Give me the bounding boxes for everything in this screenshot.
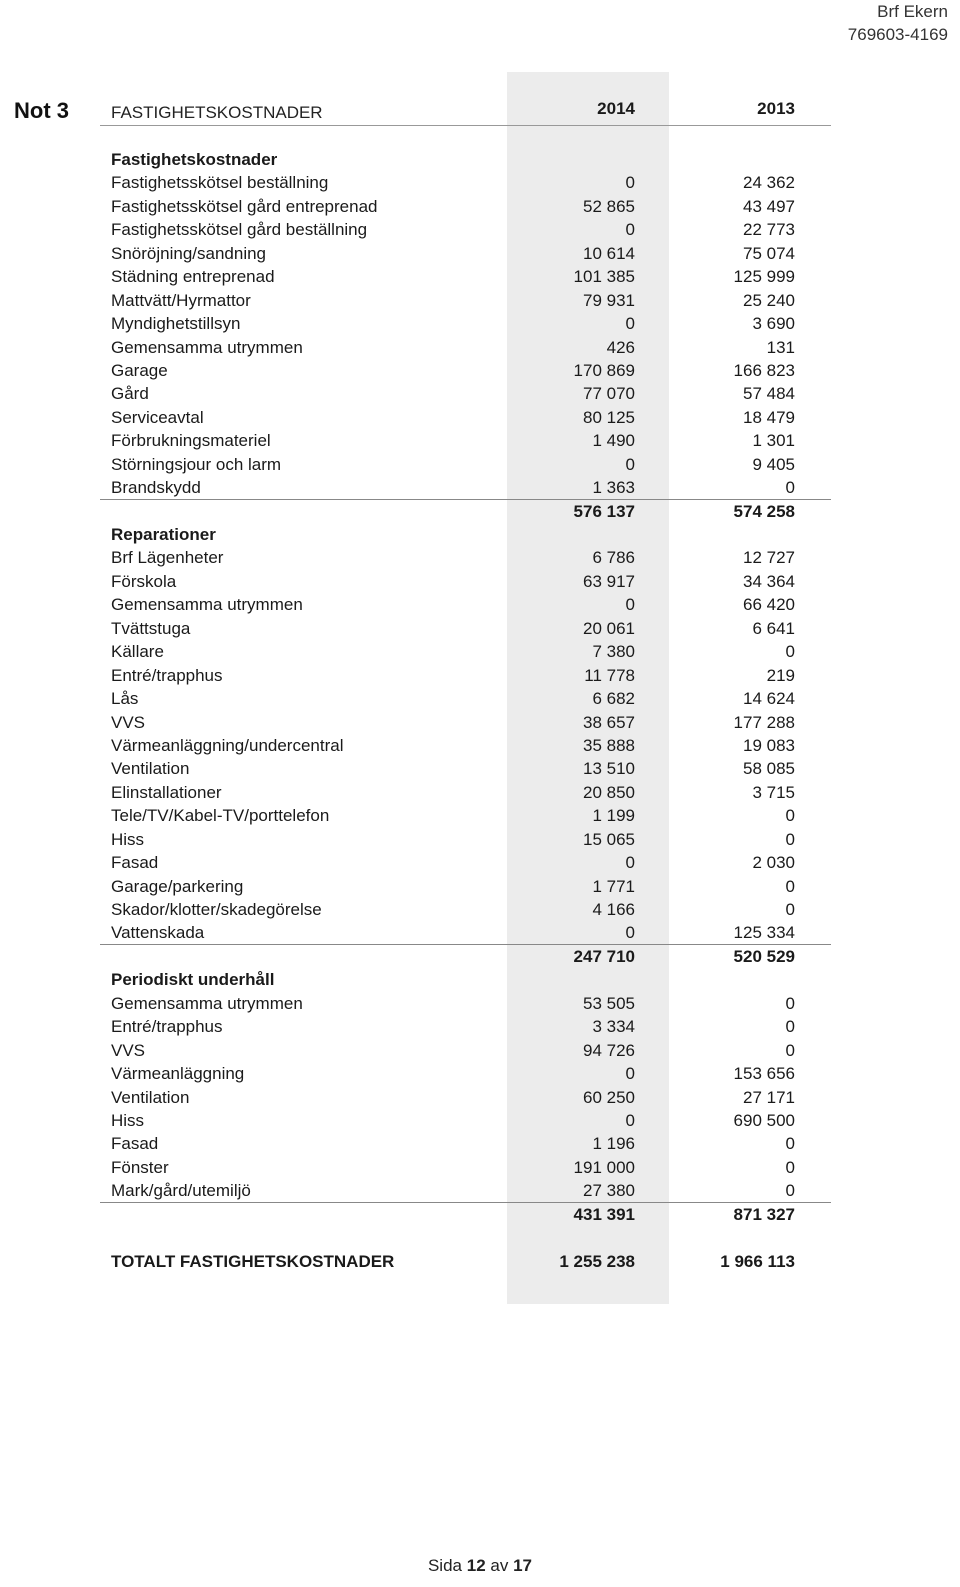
table-row — [0, 640, 960, 663]
table-row — [0, 546, 960, 569]
subtotal-value-2013: 520 529 — [733, 946, 795, 966]
row-value-2014: 60 250 — [583, 1087, 635, 1107]
table-row — [0, 218, 960, 241]
row-label: Lås — [111, 689, 139, 709]
table-row — [0, 851, 960, 874]
table-row — [0, 804, 960, 827]
row-value-2014: 1 771 — [592, 876, 635, 896]
footer-page-number: 12 — [466, 1556, 486, 1575]
table-row — [0, 1062, 960, 1085]
row-label: Tele/TV/Kabel-TV/porttelefon — [111, 806, 330, 826]
row-label: Elinstallationer — [111, 782, 222, 802]
row-label: Gemensamma utrymmen — [111, 337, 303, 357]
row-value-2014: 15 065 — [583, 829, 635, 849]
row-value-2014: 13 510 — [583, 759, 635, 779]
row-value-2014: 0 — [625, 314, 635, 334]
row-label: Snöröjning/sandning — [111, 243, 267, 263]
footer-middle: av — [490, 1556, 509, 1575]
row-label: Mattvätt/Hyrmattor — [111, 290, 251, 310]
row-label: Vattenskada — [111, 923, 205, 943]
row-value-2014: 20 850 — [583, 782, 635, 802]
table-row — [0, 1039, 960, 1062]
row-label: Förbrukningsmateriel — [111, 431, 271, 451]
row-value-2014: 4 166 — [592, 900, 635, 919]
row-value-2013: 57 484 — [743, 384, 795, 404]
row-value-2014: 0 — [625, 853, 635, 873]
row-label: Garage/parkering — [111, 876, 244, 896]
row-value-2014: 80 125 — [583, 407, 635, 427]
row-value-2014: 0 — [625, 454, 635, 474]
grand-total-label: TOTALT FASTIGHETSKOSTNADER — [111, 1251, 395, 1271]
table-row — [0, 617, 960, 640]
table-row — [0, 382, 960, 405]
row-label: Entré/trapphus — [111, 1017, 223, 1037]
row-value-2013: 153 656 — [733, 1064, 795, 1084]
row-value-2014: 191 000 — [573, 1157, 635, 1177]
row-value-2013: 27 171 — [743, 1087, 795, 1107]
row-value-2014: 426 — [606, 337, 635, 357]
subtotal-row — [0, 945, 960, 968]
table-row — [0, 593, 960, 616]
note-title: FASTIGHETSKOSTNADER — [111, 103, 323, 122]
table-row — [0, 242, 960, 265]
row-value-2014: 101 385 — [573, 267, 635, 287]
table-row — [0, 898, 960, 921]
row-value-2013: 0 — [785, 993, 795, 1013]
row-value-2014: 170 869 — [573, 360, 635, 380]
row-value-2013: 22 773 — [743, 220, 795, 240]
section-heading — [0, 148, 960, 171]
table-row — [0, 1179, 960, 1202]
table-row — [0, 921, 960, 944]
row-value-2013: 75 074 — [743, 243, 795, 263]
subtotal-value-2013: 871 327 — [733, 1204, 795, 1224]
row-label: Myndighetstillsyn — [111, 314, 241, 334]
row-value-2014: 1 363 — [592, 478, 635, 498]
row-value-2013: 12 727 — [743, 548, 795, 568]
table-row — [0, 336, 960, 359]
grand-total-value-2013: 1 966 113 — [720, 1251, 795, 1271]
row-value-2013: 0 — [785, 829, 795, 849]
table-row — [0, 289, 960, 312]
row-value-2013: 177 288 — [733, 712, 795, 732]
section-heading-label: Periodiskt underhåll — [111, 970, 275, 990]
row-value-2014: 20 061 — [583, 618, 635, 638]
row-value-2013: 0 — [785, 1157, 795, 1177]
row-value-2014: 38 657 — [583, 712, 635, 732]
row-value-2013: 43 497 — [743, 196, 795, 216]
row-value-2014: 0 — [625, 923, 635, 943]
row-label: VVS — [111, 712, 146, 732]
subtotal-value-2014: 431 391 — [573, 1204, 635, 1224]
column-header-2014: 2014 — [597, 99, 635, 118]
row-value-2013: 0 — [785, 1040, 795, 1060]
row-value-2013: 3 690 — [752, 314, 795, 334]
row-value-2014: 11 778 — [584, 665, 635, 685]
row-label: Fastighetsskötsel beställning — [111, 173, 329, 193]
row-label: Garage — [111, 360, 168, 380]
row-value-2014: 27 380 — [583, 1181, 635, 1201]
row-value-2013: 0 — [785, 1134, 795, 1154]
row-label: Fastighetsskötsel gård entreprenad — [111, 196, 378, 216]
table-row — [0, 1086, 960, 1109]
table-row — [0, 171, 960, 194]
row-value-2013: 2 030 — [752, 853, 795, 873]
row-value-2014: 0 — [625, 595, 635, 615]
spacer-row — [0, 1226, 960, 1249]
table-row — [0, 1132, 960, 1155]
subtotal-value-2013: 574 258 — [733, 501, 795, 521]
row-label: Fönster — [111, 1157, 169, 1177]
table-row — [0, 312, 960, 335]
row-label: Tvättstuga — [111, 618, 191, 638]
row-label: Gård — [111, 384, 149, 404]
table-row — [0, 875, 960, 898]
row-value-2014: 3 334 — [592, 1017, 635, 1037]
row-label: Värmeanläggning/undercentral — [111, 735, 344, 755]
row-label: Serviceavtal — [111, 407, 204, 427]
row-value-2014: 94 726 — [583, 1040, 635, 1060]
row-label: Städning entreprenad — [111, 267, 275, 287]
row-value-2013: 0 — [785, 806, 795, 826]
row-value-2014: 35 888 — [583, 735, 635, 755]
row-value-2013: 58 085 — [743, 759, 795, 779]
row-label: Fasad — [111, 1134, 159, 1154]
row-value-2013: 125 999 — [733, 267, 795, 287]
row-value-2013: 0 — [785, 478, 795, 498]
row-value-2014: 0 — [625, 1110, 635, 1130]
row-value-2014: 6 682 — [592, 689, 635, 709]
row-value-2014: 77 070 — [583, 384, 635, 404]
row-value-2014: 1 199 — [592, 806, 635, 826]
row-value-2013: 6 641 — [752, 618, 795, 638]
row-value-2014: 1 196 — [592, 1134, 635, 1154]
table-row — [0, 992, 960, 1015]
row-label: Mark/gård/utemiljö — [111, 1181, 251, 1201]
section-heading-label: Reparationer — [111, 525, 216, 544]
footer-prefix: Sida — [427, 1556, 462, 1575]
row-value-2014: 0 — [625, 173, 635, 193]
org-number: 769603-4169 — [847, 25, 948, 44]
table-row — [0, 1109, 960, 1132]
row-label: Förskola — [111, 571, 177, 591]
section-heading — [0, 523, 960, 546]
column-header-2013: 2013 — [757, 99, 795, 118]
row-value-2013: 0 — [785, 642, 795, 662]
row-value-2013: 9 405 — [752, 454, 795, 474]
row-label: Brandskydd — [111, 478, 201, 498]
table-row — [0, 687, 960, 710]
table-row — [0, 476, 960, 499]
row-value-2013: 18 479 — [743, 407, 795, 427]
cost-table — [0, 148, 960, 1273]
table-row — [0, 664, 960, 687]
subtotal-value-2014: 247 710 — [573, 946, 635, 966]
row-value-2013: 0 — [785, 876, 795, 896]
row-value-2013: 0 — [785, 1181, 795, 1201]
row-value-2014: 0 — [625, 220, 635, 240]
row-label: Gemensamma utrymmen — [111, 993, 303, 1013]
table-row — [0, 781, 960, 804]
document-header — [848, 0, 948, 46]
row-label: Skador/klotter/skadegörelse — [111, 900, 322, 919]
table-row — [0, 265, 960, 288]
row-label: Fastighetsskötsel gård beställning — [111, 220, 368, 240]
row-value-2013: 3 715 — [752, 782, 795, 802]
row-label: Hiss — [111, 1110, 145, 1130]
table-row — [0, 195, 960, 218]
row-label: Störningsjour och larm — [111, 454, 282, 474]
row-value-2013: 19 083 — [743, 735, 795, 755]
row-value-2013: 166 823 — [733, 360, 795, 380]
table-row — [0, 734, 960, 757]
row-label: Fasad — [111, 853, 159, 873]
table-row — [0, 570, 960, 593]
section-heading-label: Fastighetskostnader — [111, 150, 278, 169]
table-row — [0, 453, 960, 476]
row-value-2013: 66 420 — [743, 595, 795, 615]
row-value-2013: 14 624 — [743, 689, 795, 709]
row-value-2013: 34 364 — [743, 571, 795, 591]
row-label: Gemensamma utrymmen — [111, 595, 303, 615]
row-label: Brf Lägenheter — [111, 548, 224, 568]
row-label: Ventilation — [111, 1087, 190, 1107]
row-value-2013: 125 334 — [733, 923, 795, 943]
row-label: Hiss — [111, 829, 145, 849]
row-value-2014: 6 786 — [592, 548, 635, 568]
row-value-2013: 690 500 — [733, 1110, 795, 1130]
table-row — [0, 359, 960, 382]
row-value-2014: 53 505 — [583, 993, 635, 1013]
header-rule — [100, 125, 831, 126]
row-value-2014: 0 — [625, 1064, 635, 1084]
table-row — [0, 711, 960, 734]
row-value-2014: 7 380 — [592, 642, 635, 662]
section-heading — [0, 968, 960, 991]
row-value-2014: 52 865 — [583, 196, 635, 216]
row-value-2013: 0 — [785, 900, 795, 919]
grand-total-row — [0, 1250, 960, 1273]
row-value-2014: 79 931 — [583, 290, 635, 310]
subtotal-row — [0, 1203, 960, 1226]
row-value-2014: 1 490 — [592, 431, 635, 451]
row-value-2013: 1 301 — [752, 431, 795, 451]
row-label: Ventilation — [111, 759, 190, 779]
row-value-2013: 0 — [785, 1017, 795, 1037]
table-row — [0, 757, 960, 780]
row-value-2013: 219 — [766, 665, 795, 685]
page-footer — [0, 1556, 960, 1576]
footer-page-count: 17 — [513, 1556, 533, 1575]
grand-total-value-2014: 1 255 238 — [559, 1251, 635, 1271]
subtotal-row — [0, 500, 960, 523]
row-label: Värmeanläggning — [111, 1064, 245, 1084]
row-value-2014: 10 614 — [583, 243, 635, 263]
row-label: Källare — [111, 642, 164, 662]
table-row — [0, 429, 960, 452]
note-label: Not 3 — [14, 98, 69, 123]
row-value-2013: 24 362 — [743, 173, 795, 193]
org-name: Brf Ekern — [877, 2, 948, 21]
table-row — [0, 406, 960, 429]
row-value-2014: 63 917 — [583, 571, 635, 591]
row-value-2013: 25 240 — [743, 290, 795, 310]
subtotal-value-2014: 576 137 — [573, 501, 635, 521]
table-row — [0, 1015, 960, 1038]
table-row — [0, 828, 960, 851]
row-label: Entré/trapphus — [111, 665, 223, 685]
table-row — [0, 1156, 960, 1179]
row-value-2013: 131 — [766, 337, 795, 357]
row-label: VVS — [111, 1040, 146, 1060]
